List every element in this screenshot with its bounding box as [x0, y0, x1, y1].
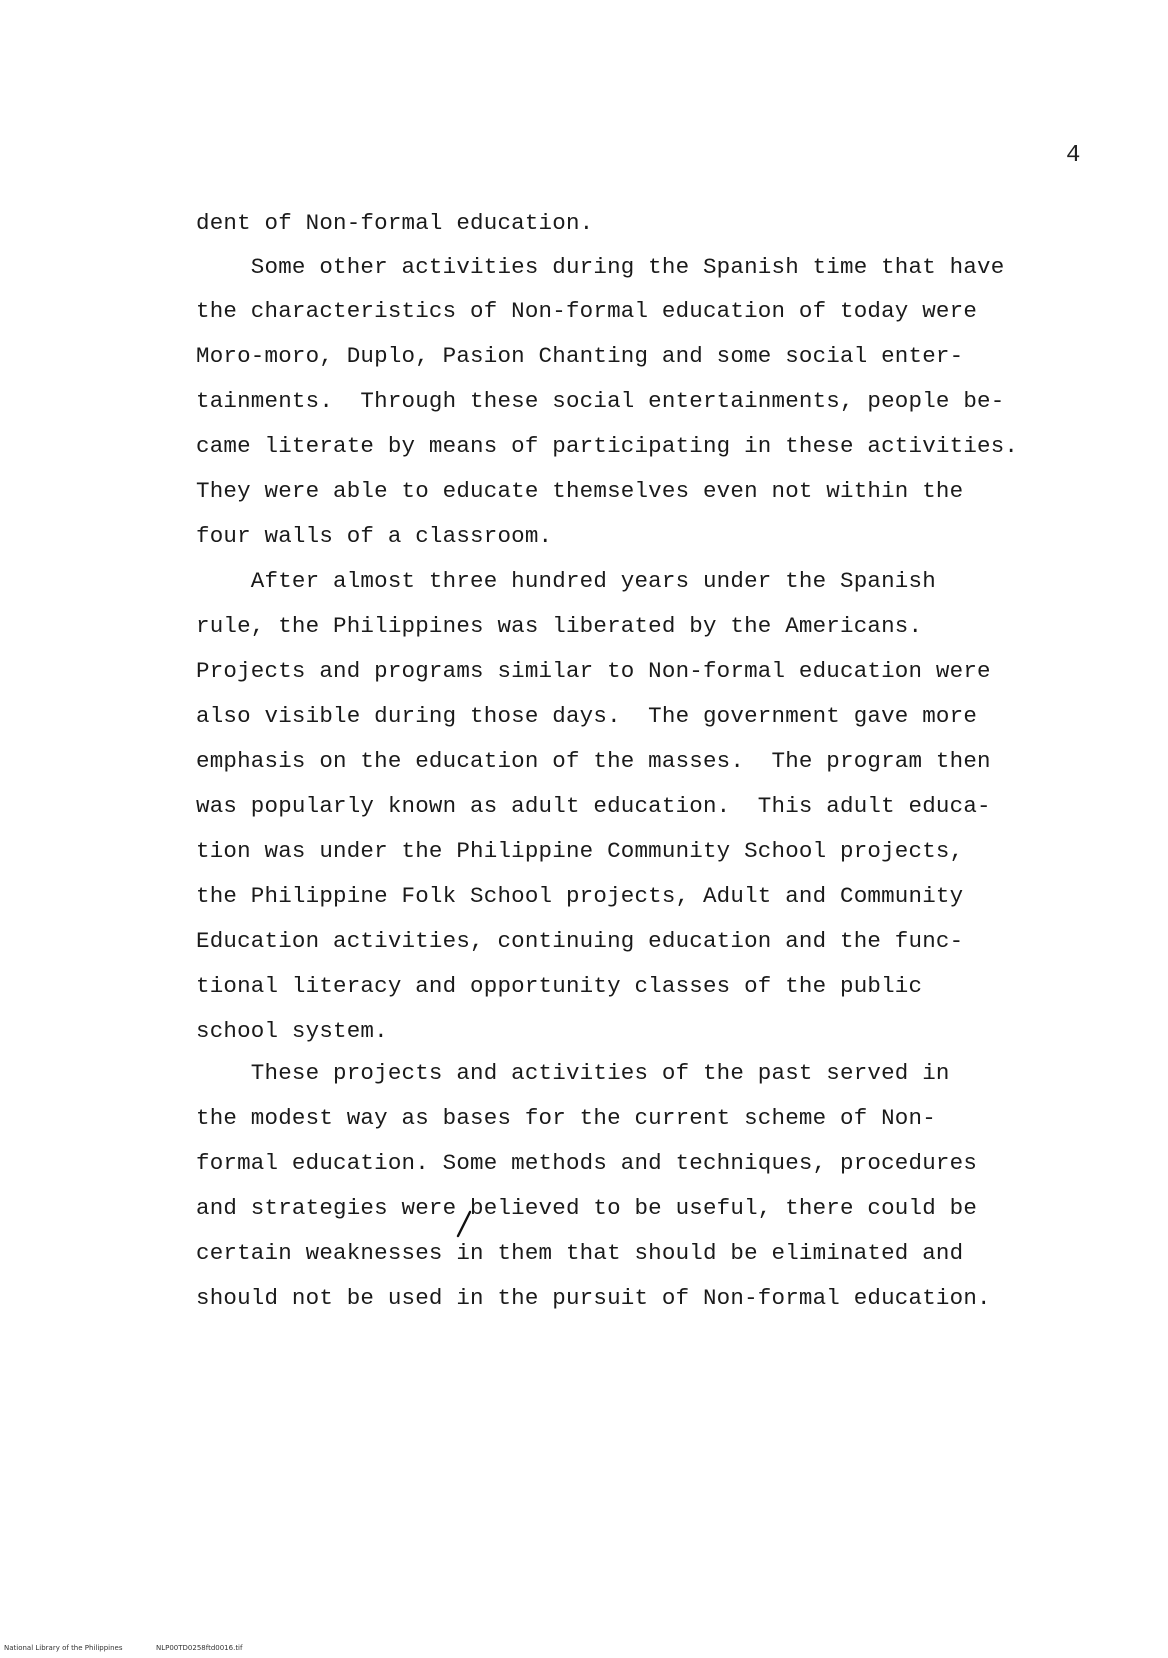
text-line: certain weaknesses in them that should be eliminated and	[196, 1240, 964, 1266]
text-line: the Philippine Folk School projects, Adult and Community	[196, 883, 964, 909]
text-line: school system.	[196, 1018, 388, 1044]
text-line: also visible during those days. The government gave more	[196, 703, 978, 729]
text-line: rule, the Philippines was liberated by the Americans.	[196, 613, 923, 639]
text-line: tion was under the Philippine Community School projects,	[196, 838, 964, 864]
text-line: the characteristics of Non-formal education of today were	[196, 298, 978, 324]
page-number: 4	[1066, 142, 1081, 169]
text-line: After almost three hundred years under the Spanish	[196, 568, 936, 594]
text-line: tional literacy and opportunity classes of the public	[196, 973, 923, 999]
text-line: Projects and programs similar to Non-formal education were	[196, 658, 991, 684]
footer-file-id: NLP00TD0258ftd0016.tif	[156, 1644, 243, 1652]
text-line: formal education. Some methods and techniques, procedures	[196, 1150, 978, 1176]
text-line: Some other activities during the Spanish time that have	[196, 254, 1005, 280]
text-line: These projects and activities of the past served in	[196, 1060, 950, 1086]
text-line: Moro-moro, Duplo, Pasion Chanting and some social enter-	[196, 343, 964, 369]
text-line: and strategies were believed to be useful, there could be	[196, 1195, 978, 1221]
text-line: four walls of a classroom.	[196, 523, 553, 549]
text-line: should not be used in the pursuit of Non-formal education.	[196, 1285, 991, 1311]
text-line: the modest way as bases for the current scheme of Non-	[196, 1105, 936, 1131]
text-line: tainments. Through these social entertainments, people be-	[196, 388, 1005, 414]
footer-library-name: National Library of the Philippines	[4, 1644, 123, 1652]
text-line: was popularly known as adult education. This adult educa-	[196, 793, 991, 819]
text-line: They were able to educate themselves even not within the	[196, 478, 964, 504]
text-line: dent of Non-formal education.	[196, 210, 594, 236]
text-line: emphasis on the education of the masses. The program then	[196, 748, 991, 774]
text-line: Education activities, continuing education and the func-	[196, 928, 964, 954]
handwritten-slash-mark	[454, 1210, 474, 1240]
text-line: came literate by means of participating in these activities.	[196, 433, 1019, 459]
